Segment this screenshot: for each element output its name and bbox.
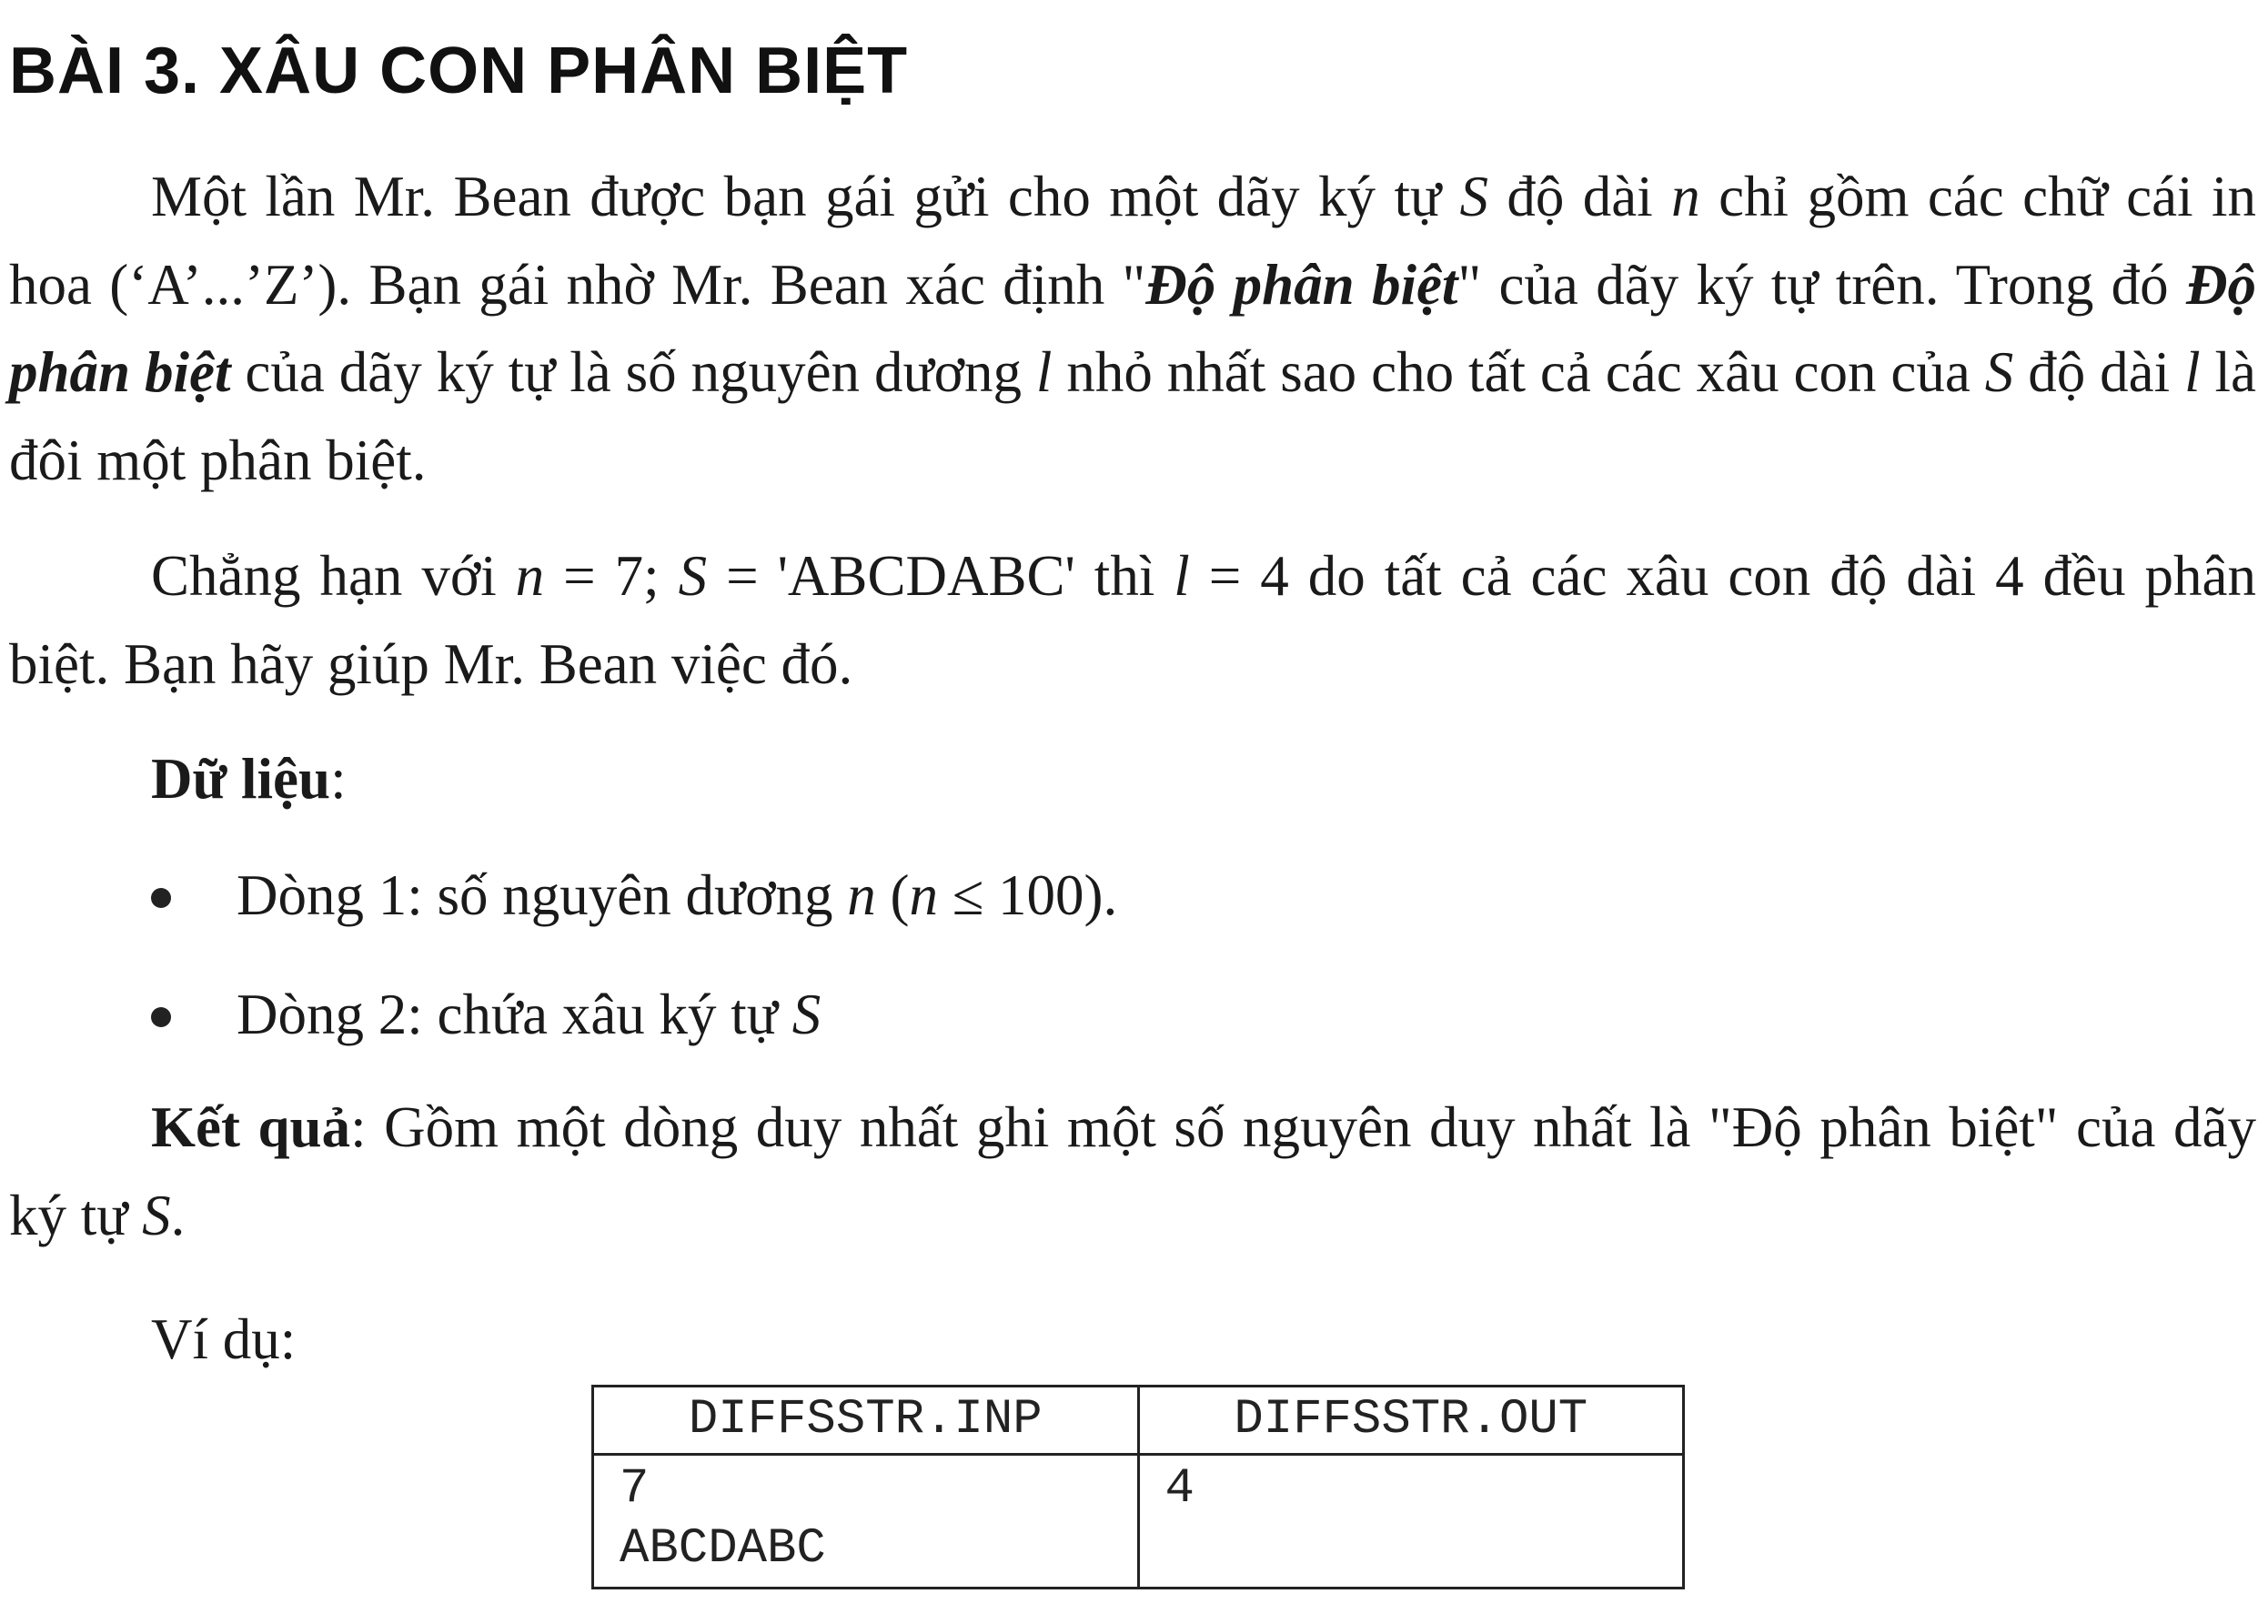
variable-l: l [1174,544,1190,608]
input-line: 7 [620,1461,650,1517]
variable-s: S [142,1183,171,1247]
variable-n: n [1671,165,1700,228]
variable-l: l [2184,340,2201,404]
output-line: 4 [1164,1461,1194,1517]
example-label: Ví dụ: [151,1307,297,1371]
term-distinctness: Độ phân biệt [1145,252,1458,317]
list-item [151,852,1117,939]
text-segment: Dòng 1: số nguyên dương [237,863,848,927]
term-distinctness: Độ phân biệt [9,252,2256,404]
text-segment: Dòng 2: chứa xâu ký tự [237,983,792,1046]
bullet-icon [151,1007,171,1027]
variable-n: n [847,863,876,927]
variable-n: n [515,544,545,608]
input-cell [593,1455,1139,1589]
text-segment: Chẳng hạn với [151,544,516,608]
text-segment: của dãy ký tự là số nguyên dương [230,340,1036,404]
table-row [593,1455,1684,1589]
output-heading-label: Kết quả [151,1095,351,1159]
output-cell [1138,1455,1684,1589]
text-segment: nhỏ nhất sao cho tất cả các xâu con của [1052,340,1985,404]
text-segment: . [170,1183,186,1247]
example-explanation [9,532,2256,708]
text-segment: = 4 do tất cả các xâu con độ dài 4 đều phân biệt. Bạn hãy giúp Mr. Bean việc đó. [9,544,2256,696]
problem-title: BÀI 3. XÂU CON PHÂN BIỆT [9,35,909,107]
text-segment: " của dãy ký tự trên. Trong đó [1457,252,2186,317]
variable-l: l [1035,340,1053,404]
example-table [591,1385,1685,1589]
bullet-icon [151,888,171,908]
variable-s: S [678,544,708,608]
input-line: ABCDABC [620,1521,826,1577]
problem-statement [9,153,2256,504]
text-segment: ≤ 100). [937,863,1118,927]
list-item [151,971,821,1058]
header-output-file: DIFFSSTR.OUT [1138,1387,1684,1455]
input-heading-label: Dữ liệu [151,747,331,811]
text-segment: = 7; [544,544,679,608]
text-segment: : Gồm một dòng duy nhất ghi một số nguyên duy nhất là "Độ phân biệt" của dãy ký tự [9,1095,2256,1247]
text-segment: ( [875,863,910,927]
input-heading [151,735,347,822]
text-segment: : [330,747,347,811]
output-description [9,1084,2256,1259]
text-segment: độ dài [1488,165,1672,228]
variable-n: n [909,863,938,927]
text-segment: là đôi một phân biệt. [9,340,2256,492]
variable-s: S [791,983,822,1046]
variable-s: S [1459,165,1488,228]
header-input-file: DIFFSSTR.INP [593,1387,1139,1455]
text-segment: chỉ gồm các chữ cái in hoa (‘A’...’Z’). Bạn gái nhờ Mr. Bean xác định " [9,165,2256,317]
variable-s: S [1984,340,2014,404]
text-segment: độ dài [2013,340,2185,404]
table-header-row [593,1387,1684,1455]
text-segment: Một lần Mr. Bean được bạn gái gửi cho một dãy ký tự [151,165,1460,228]
text-segment: = 'ABCDABC' thì [707,544,1174,608]
